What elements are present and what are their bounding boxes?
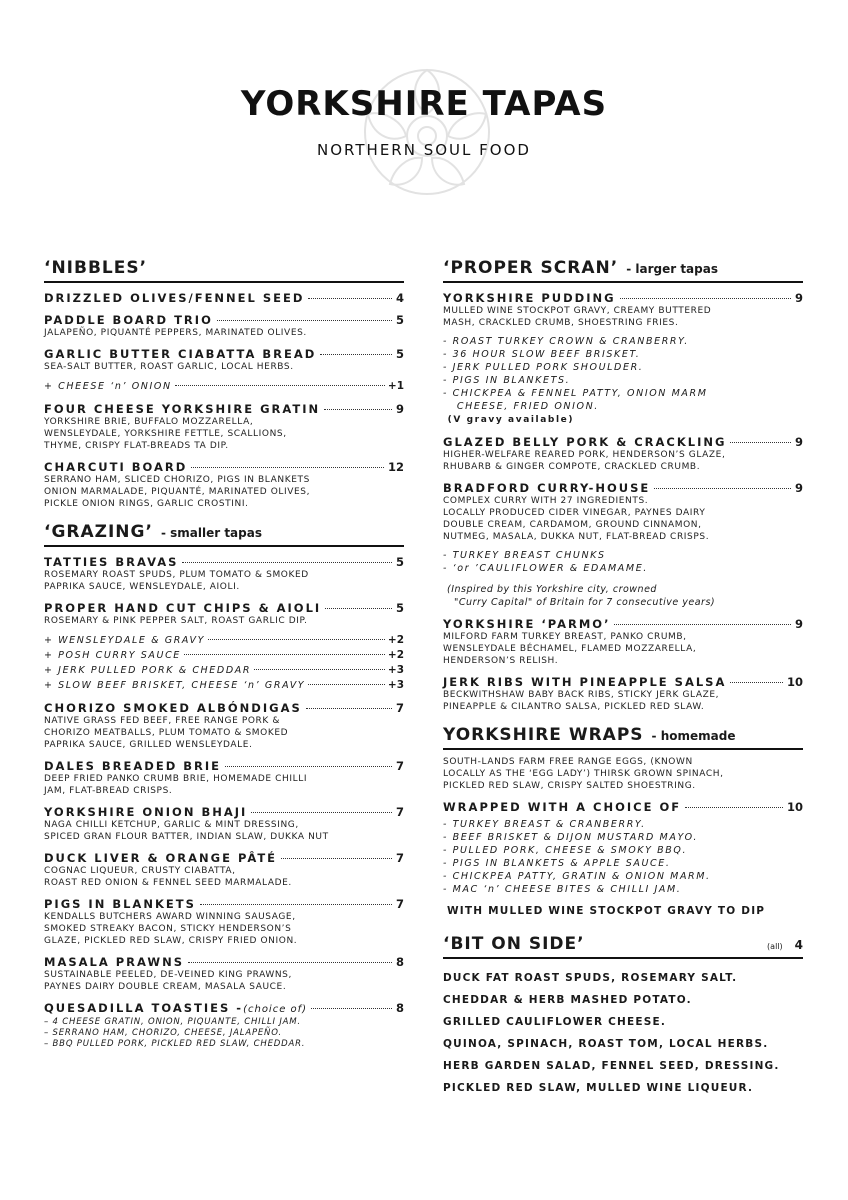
side-item: HERB GARDEN SALAD, FENNEL SEED, DRESSING. — [443, 1060, 780, 1072]
menu-item-name: TATTIES BRAVAS — [44, 555, 179, 569]
choice-option: - 36 HOUR SLOW BEEF BRISKET. — [443, 349, 641, 360]
menu-item-name: CHORIZO SMOKED ALBÓNDIGAS — [44, 701, 302, 715]
add-on-option — [44, 633, 404, 648]
menu-item-name: YORKSHIRE ‘PARMO’ — [443, 617, 611, 631]
menu-item-name: PIGS IN BLANKETS — [44, 897, 196, 911]
menu-item-description: COMPLEX CURRY WITH 27 INGREDIENTS. — [443, 496, 649, 506]
menu-item — [44, 402, 404, 452]
menu-item-title-line — [443, 291, 803, 305]
dot-leader — [730, 682, 783, 683]
menu-item-price: 10 — [786, 800, 803, 814]
menu-item-name: DALES BREADED BRIE — [44, 759, 221, 773]
menu-item-price: 7 — [395, 759, 404, 773]
dot-leader — [320, 354, 392, 355]
menu-item-price: 9 — [794, 617, 803, 631]
add-on-label: + SLOW BEEF BRISKET, CHEESE ‘n’ GRAVY — [44, 680, 306, 691]
menu-item — [44, 955, 404, 993]
add-on-list — [44, 633, 404, 693]
menu-item-name: GARLIC BUTTER CIABATTA BREAD — [44, 347, 317, 361]
menu-item-title-line — [44, 460, 404, 474]
menu-item-description: CHORIZO MEATBALLS, PLUM TOMATO & SMOKED — [44, 728, 289, 738]
menu-item-price: 5 — [395, 313, 404, 327]
menu-item — [44, 805, 404, 843]
menu-item-price: 10 — [786, 675, 803, 689]
menu-item — [44, 601, 404, 693]
choice-list — [443, 818, 803, 896]
menu-item-title-line — [443, 800, 803, 814]
dot-leader — [325, 608, 392, 609]
menu-item-title-line — [44, 347, 404, 361]
menu-item-price: 9 — [794, 291, 803, 305]
dot-leader — [225, 766, 392, 767]
menu-item-description: ROSEMARY ROAST SPUDS, PLUM TOMATO & SMOKED — [44, 570, 309, 580]
menu-item — [443, 617, 803, 667]
menu-item-description: JALAPEÑO, PIQUANTÉ PEPPERS, MARINATED OLIVES. — [44, 328, 307, 338]
menu-item-title-line — [44, 759, 404, 773]
proper-scran-section-header — [443, 258, 803, 283]
menu-item-title-line — [44, 805, 404, 819]
menu-item-description: ROAST RED ONION & FENNEL SEED MARMALADE. — [44, 878, 292, 888]
menu-item — [44, 897, 404, 947]
menu-item-name: WRAPPED WITH A CHOICE OF — [443, 800, 682, 814]
menu-item-title-line — [44, 1001, 404, 1015]
dot-leader — [188, 962, 392, 963]
choice-option: - PIGS IN BLANKETS & APPLE SAUCE. — [443, 858, 671, 869]
choice-option: - TURKEY BREAST & CRANBERRY. — [443, 819, 646, 830]
menu-item-price: 7 — [395, 851, 404, 865]
dot-leader — [208, 639, 385, 640]
menu-item-price: 5 — [395, 555, 404, 569]
dot-leader — [730, 442, 791, 443]
nibbles-list — [44, 291, 404, 510]
menu-item-description: ROSEMARY & PINK PEPPER SALT, ROAST GARLIC DIP. — [44, 616, 308, 626]
menu-item-description: COGNAC LIQUEUR, CRUSTY CIABATTA, — [44, 866, 236, 876]
dot-leader — [614, 624, 791, 625]
menu-header — [0, 0, 848, 240]
menu-item-name: JERK RIBS WITH PINEAPPLE SALSA — [443, 675, 727, 689]
menu-item-description: MASH, CRACKLED CRUMB, SHOESTRING FRIES. — [443, 318, 679, 328]
menu-item-price: 5 — [395, 347, 404, 361]
menu-item-name: DUCK LIVER & ORANGE PÂTÉ — [44, 851, 278, 865]
dot-leader — [251, 812, 392, 813]
add-on-price: +2 — [387, 634, 404, 646]
sides-price — [767, 938, 803, 952]
inspiration-note — [443, 583, 803, 609]
choice-list — [44, 1017, 404, 1050]
menu-item-description: DEEP FRIED PANKO CRUMB BRIE, HOMEMADE CHILLI — [44, 774, 308, 784]
menu-item — [44, 347, 404, 394]
inspiration-line: (Inspired by this Yorkshire city, crowned — [447, 584, 657, 595]
menu-item-title-line — [44, 313, 404, 327]
section-title: ‘GRAZING’ — [44, 522, 153, 542]
menu-item-title-line — [44, 955, 404, 969]
section-title: ‘BIT ON SIDE’ — [443, 934, 585, 954]
menu-item-name: CHARCUTI BOARD — [44, 460, 188, 474]
dot-leader — [620, 298, 791, 299]
wraps-intro-line: PICKLED RED SLAW, CRISPY SALTED SHOESTRING. — [443, 781, 696, 791]
menu-item-title-line — [44, 555, 404, 569]
menu-item-title-line — [44, 291, 404, 305]
grazing-section-header — [44, 522, 404, 547]
add-on-option — [44, 648, 404, 663]
menu-item-description: MULLED WINE STOCKPOT GRAVY, CREAMY BUTTERED — [443, 306, 712, 316]
menu-item-description: SEA-SALT BUTTER, ROAST GARLIC, LOCAL HERBS. — [44, 362, 294, 372]
choice-option: – SERRANO HAM, CHORIZO, CHEESE, JALAPEÑO. — [44, 1028, 282, 1038]
menu-item-name: YORKSHIRE PUDDING — [443, 291, 616, 305]
menu-item-price: 9 — [794, 481, 803, 495]
menu-item — [44, 291, 404, 305]
dot-leader — [685, 807, 783, 808]
menu-item-name: GLAZED BELLY PORK & CRACKLING — [443, 435, 727, 449]
add-on-price: +3 — [387, 679, 404, 691]
menu-item-description: MILFORD FARM TURKEY BREAST, PANKO CRUMB, — [443, 632, 687, 642]
sides-price-value: 4 — [794, 938, 803, 952]
wraps-intro — [443, 756, 803, 792]
menu-item-name: FOUR CHEESE YORKSHIRE GRATIN — [44, 402, 321, 416]
dot-leader — [308, 298, 392, 299]
choice-option: - CHICKPEA PATTY, GRATIN & ONION MARM. — [443, 871, 711, 882]
menu-item-description: YORKSHIRE BRIE, BUFFALO MOZZARELLA, — [44, 417, 254, 427]
sides-section-header — [443, 934, 803, 959]
restaurant-name: YORKSHIRE TAPAS — [240, 84, 608, 124]
menu-item-price: 9 — [395, 402, 404, 416]
section-subtitle: - larger tapas — [626, 262, 718, 276]
dot-leader — [182, 562, 392, 563]
menu-item-description: PAPRIKA SAUCE, GRILLED WENSLEYDALE. — [44, 740, 253, 750]
choice-option: - MAC ‘n’ CHEESE BITES & CHILLI JAM. — [443, 884, 682, 895]
menu-item-price: 7 — [395, 897, 404, 911]
menu-item-description: NAGA CHILLI KETCHUP, GARLIC & MINT DRESSING, — [44, 820, 299, 830]
menu-item-description: LOCALLY PRODUCED CIDER VINEGAR, PAYNES DAIRY — [443, 508, 706, 518]
menu-item-title-line — [443, 617, 803, 631]
menu-item-price: 4 — [395, 291, 404, 305]
choice-option: - ROAST TURKEY CROWN & CRANBERRY. — [443, 336, 689, 347]
add-on-label: + POSH CURRY SAUCE — [44, 650, 181, 661]
menu-item — [443, 675, 803, 713]
menu-item — [443, 435, 803, 473]
add-on-label: + JERK PULLED PORK & CHEDDAR — [44, 665, 252, 676]
menu-item-description: SPICED GRAN FLOUR BATTER, INDIAN SLAW, DUKKA NUT — [44, 832, 329, 842]
menu-item-title-line — [44, 402, 404, 416]
dot-leader — [281, 858, 392, 859]
menu-item — [443, 291, 803, 427]
menu-item — [44, 851, 404, 889]
wraps-intro-line: LOCALLY AS THE ‘EGG LADY’) THIRSK GROWN SPINACH, — [443, 769, 724, 779]
menu-item-description: PICKLE ONION RINGS, GARLIC CROSTINI. — [44, 499, 249, 509]
menu-item-description: HIGHER-WELFARE REARED PORK, HENDERSON’S GLAZE, — [443, 450, 726, 460]
right-column — [443, 258, 803, 1099]
wraps-section-header — [443, 725, 803, 750]
choice-option: - JERK PULLED PORK SHOULDER. — [443, 362, 644, 373]
menu-item-description: HENDERSON’S RELISH. — [443, 656, 559, 666]
add-on-label: + CHEESE ‘n’ ONION — [44, 381, 172, 392]
menu-item — [44, 313, 404, 339]
choice-list — [443, 335, 803, 427]
menu-item-description: PAYNES DAIRY DOUBLE CREAM, MASALA SAUCE. — [44, 982, 287, 992]
menu-item — [443, 481, 803, 609]
add-on-label: + WENSLEYDALE & GRAVY — [44, 635, 206, 646]
wraps-list — [443, 756, 803, 922]
menu-item-description: SERRANO HAM, SLICED CHORIZO, PIGS IN BLANKETS — [44, 475, 310, 485]
menu-item-title-line — [44, 897, 404, 911]
menu-item-description: PAPRIKA SAUCE, WENSLEYDALE, AIOLI. — [44, 582, 240, 592]
menu-item-note: (choice of) — [243, 1004, 308, 1015]
menu-item — [44, 1001, 404, 1050]
dot-leader — [191, 467, 384, 468]
choice-option: - PULLED PORK, CHEESE & SMOKY BBQ. — [443, 845, 688, 856]
menu-item-price: 8 — [395, 1001, 404, 1015]
sides-list — [443, 967, 803, 1099]
side-item: DUCK FAT ROAST SPUDS, ROSEMARY SALT. — [443, 972, 738, 984]
dot-leader — [306, 708, 392, 709]
nibbles-section-header — [44, 258, 404, 283]
choice-list — [443, 549, 803, 575]
section-title: ‘PROPER SCRAN’ — [443, 258, 619, 278]
choice-option: – 4 CHEESE GRATIN, ONION, PIQUANTE, CHILLI JAM. — [44, 1017, 301, 1027]
menu-item — [44, 701, 404, 751]
side-item: PICKLED RED SLAW, MULLED WINE LIQUEUR. — [443, 1082, 754, 1094]
menu-item-title-line — [44, 851, 404, 865]
dot-leader — [217, 320, 392, 321]
menu-item-title-line — [44, 601, 404, 615]
choice-option: – BBQ PULLED PORK, PICKLED RED SLAW, CHEDDAR. — [44, 1039, 306, 1049]
menu-item-price: 9 — [794, 435, 803, 449]
menu-item-price: 7 — [395, 805, 404, 819]
dot-leader — [324, 409, 392, 410]
menu-item-description: THYME, CRISPY FLAT-BREADS TA DIP. — [44, 441, 229, 451]
restaurant-tagline: NORTHERN SOUL FOOD — [317, 141, 531, 159]
menu-item-description: RHUBARB & GINGER COMPOTE, CRACKLED CRUMB. — [443, 462, 701, 472]
menu-item-description: NUTMEG, MASALA, DUKKA NUT, FLAT-BREAD CRISPS. — [443, 532, 710, 542]
add-on-price: +2 — [387, 649, 404, 661]
menu-item-price: 12 — [387, 460, 404, 474]
menu-item-description: WENSLEYDALE, YORKSHIRE FETTLE, SCALLIONS, — [44, 429, 287, 439]
choice-option: - ‘or ’CAULIFLOWER & EDAMAME. — [443, 563, 648, 574]
menu-item-name: PADDLE BOARD TRIO — [44, 313, 213, 327]
sides-all-label: (all) — [767, 942, 783, 951]
menu-item-description: JAM, FLAT-BREAD CRISPS. — [44, 786, 173, 796]
menu-item-description: GLAZE, PICKLED RED SLAW, CRISPY FRIED ONION. — [44, 936, 298, 946]
dot-leader — [654, 488, 791, 489]
choice-option: - PIGS IN BLANKETS. — [443, 375, 571, 386]
menu-item-title-line — [443, 435, 803, 449]
dot-leader — [254, 669, 385, 670]
side-item: CHEDDAR & HERB MASHED POTATO. — [443, 994, 692, 1006]
menu-item-price: 5 — [395, 601, 404, 615]
menu-item-description: SUSTAINABLE PEELED, DE-VEINED KING PRAWNS, — [44, 970, 292, 980]
dot-leader — [200, 904, 392, 905]
menu-item-name: YORKSHIRE ONION BHAJI — [44, 805, 248, 819]
left-column — [44, 258, 404, 1050]
section-title: ‘NIBBLES’ — [44, 258, 148, 278]
menu-item-title-line — [44, 701, 404, 715]
dot-leader — [184, 654, 385, 655]
add-on-price: +1 — [387, 380, 404, 392]
menu-item-price: 8 — [395, 955, 404, 969]
menu-item-description: PINEAPPLE & CILANTRO SALSA, PICKLED RED SLAW. — [443, 702, 705, 712]
choice-option: - CHICKPEA & FENNEL PATTY, ONION MARM — [443, 388, 708, 399]
menu-item — [44, 759, 404, 797]
menu-item-description: SMOKED STREAKY BACON, STICKY HENDERSON’S — [44, 924, 292, 934]
add-on-list — [44, 379, 404, 394]
section-subtitle: - smaller tapas — [160, 526, 262, 540]
grazing-list — [44, 555, 404, 1050]
choice-note: (V gravy available) — [447, 415, 575, 425]
menu-item — [44, 460, 404, 510]
add-on-price: +3 — [387, 664, 404, 676]
menu-item-description: KENDALLS BUTCHERS AWARD WINNING SAUSAGE, — [44, 912, 296, 922]
menu-item-description: NATIVE GRASS FED BEEF, FREE RANGE PORK & — [44, 716, 280, 726]
menu-item-name: PROPER HAND CUT CHIPS & AIOLI — [44, 601, 322, 615]
wraps-dip-note: WITH MULLED WINE STOCKPOT GRAVY TO DIP — [447, 905, 766, 917]
menu-item-description: BECKWITHSHAW BABY BACK RIBS, STICKY JERK GLAZE, — [443, 690, 720, 700]
add-on-option — [44, 678, 404, 693]
choice-option: - TURKEY BREAST CHUNKS — [443, 550, 606, 561]
choice-option: - BEEF BRISKET & DIJON MUSTARD MAYO. — [443, 832, 698, 843]
inspiration-line: "Curry Capital" of Britain for 7 consecutive years) — [447, 597, 716, 608]
section-title: YORKSHIRE WRAPS — [443, 725, 644, 745]
menu-item-description: DOUBLE CREAM, CARDAMOM, GROUND CINNAMON, — [443, 520, 702, 530]
side-item: GRILLED CAULIFLOWER CHEESE. — [443, 1016, 667, 1028]
yorkshire-rose-icon — [352, 52, 502, 212]
section-subtitle: - homemade — [651, 729, 736, 743]
side-item: QUINOA, SPINACH, ROAST TOM, LOCAL HERBS. — [443, 1038, 769, 1050]
menu-item-title-line — [443, 675, 803, 689]
dot-leader — [308, 684, 385, 685]
dot-leader — [175, 385, 385, 386]
menu-item-description: ONION MARMALADE, PIQUANTÉ, MARINATED OLIVES, — [44, 487, 311, 497]
choice-option-line — [443, 400, 803, 427]
wraps-choice-item — [443, 800, 803, 922]
menu-item-name: MASALA PRAWNS — [44, 955, 185, 969]
add-on-option — [44, 379, 404, 394]
menu-item — [44, 555, 404, 593]
proper-scran-list — [443, 291, 803, 713]
menu-item-name: DRIZZLED OLIVES/FENNEL SEED — [44, 291, 305, 305]
add-on-option — [44, 663, 404, 678]
menu-item-name: BRADFORD CURRY-HOUSE — [443, 481, 651, 495]
menu-item-name: QUESADILLA TOASTIES - — [44, 1001, 244, 1015]
menu-item-title-line — [443, 481, 803, 495]
menu-item-description: WENSLEYDALE BÉCHAMEL, FLAMED MOZZARELLA, — [443, 644, 697, 654]
choice-option: CHEESE, FRIED ONION. — [443, 401, 599, 412]
dot-leader — [311, 1008, 392, 1009]
wraps-intro-line: SOUTH-LANDS FARM FREE RANGE EGGS, (KNOWN — [443, 757, 693, 767]
menu-item-price: 7 — [395, 701, 404, 715]
